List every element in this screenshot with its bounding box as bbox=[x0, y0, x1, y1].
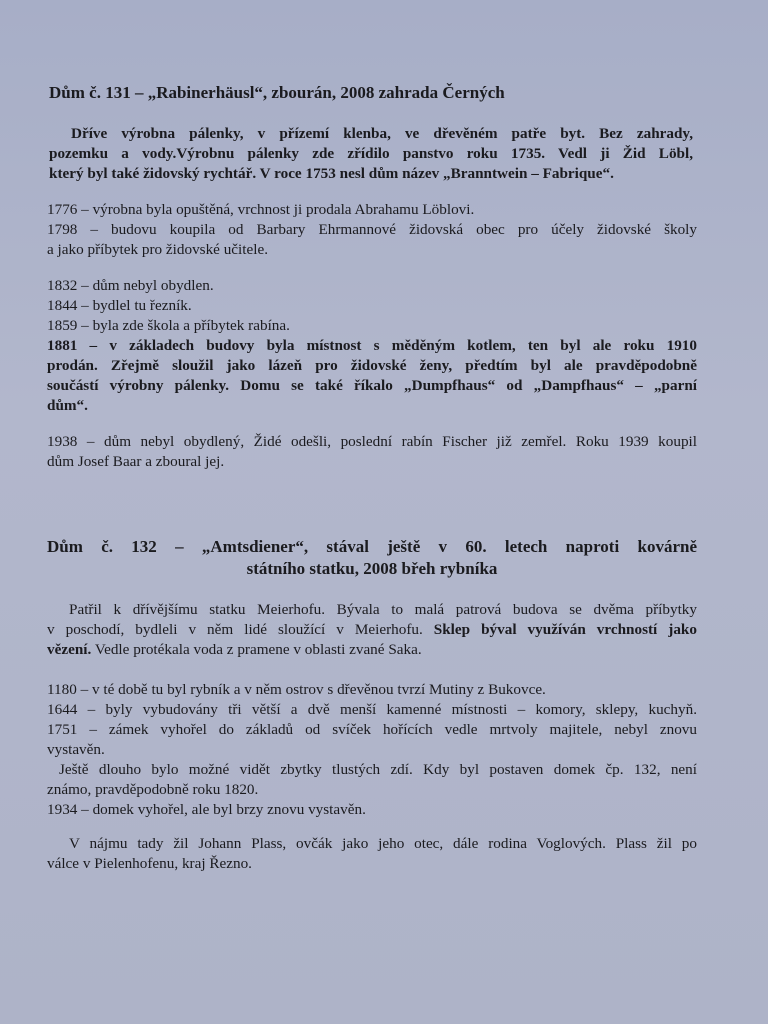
timeline-entry: 1776 – výrobna byla opuštěná, vrchnost ji prodala Abrahamu Löblovi. bbox=[47, 201, 475, 218]
section-131-timeline-a bbox=[47, 200, 697, 260]
timeline-entry: 1644 – byly vybudovány tři větší a dvě menší kamenné místnosti – komory, sklepy, kuchyň. bbox=[47, 701, 697, 718]
timeline-entry: 1859 – byla zde škola a příbytek rabína. bbox=[47, 317, 290, 334]
intro-line: Patřil k dřívějšímu statku Meierhofu. Bývala to malá patrová budova se dvěma příbytky bbox=[69, 601, 697, 618]
timeline-entry: vystavěn. bbox=[47, 741, 105, 758]
timeline-entry: známo, pravděpodobně roku 1820. bbox=[47, 781, 259, 798]
intro-text: Vedle protékala voda z pramene v oblasti zvané Saka. bbox=[94, 641, 422, 658]
intro-line: který byl také židovský rychtář. V roce 1753 nesl dům název „Branntwein – Fabrique“. bbox=[49, 165, 614, 182]
title-line: státního statku, 2008 břeh rybníka bbox=[246, 559, 498, 578]
section-131-intro bbox=[49, 124, 693, 184]
timeline-entry: 1938 – dům nebyl obydlený, Židé odešli, poslední rabín Fischer již zemřel. Roku 1939 koupil bbox=[47, 433, 697, 450]
intro-text-bold: vězení. bbox=[47, 641, 92, 658]
intro-line bbox=[47, 640, 697, 660]
timeline-entry: 1934 – domek vyhořel, ale byl brzy znovu vystavěn. bbox=[47, 801, 366, 818]
section-131-timeline-b bbox=[47, 276, 697, 416]
title-line: Dům č. 132 – „Amtsdiener“, stával ještě v 60. letech naproti kovárně bbox=[47, 537, 697, 556]
section-131-title: Dům č. 131 – „Rabinerhäusl“, zbourán, 2008 zahrada Černých bbox=[49, 83, 505, 102]
timeline-entry: dům Josef Baar a zboural jej. bbox=[47, 453, 225, 470]
timeline-entry: 1832 – dům nebyl obydlen. bbox=[47, 277, 214, 294]
timeline-entry: 1798 – budovu koupila od Barbary Ehrmannové židovská obec pro účely židovské školy bbox=[47, 221, 697, 238]
intro-text: v poschodí, bydleli v něm lidé sloužící v Meierhofu. bbox=[47, 621, 423, 638]
intro-line: Dříve výrobna pálenky, v přízemí klenba, ve dřevěném patře byt. Bez zahrady, bbox=[71, 125, 693, 142]
intro-line: pozemku a vody.Výrobnu pálenky zde zřídilo panstvo roku 1735. Vedl ji Žid Löbl, bbox=[49, 145, 693, 162]
section-132-closing bbox=[47, 834, 697, 874]
timeline-entry: 1844 – bydlel tu řezník. bbox=[47, 297, 192, 314]
section-132-timeline bbox=[47, 680, 697, 820]
timeline-entry-bold: prodán. Zřejmě sloužil jako lázeň pro židovské ženy, předtím byl ale pravděpodobně bbox=[47, 357, 697, 374]
timeline-entry: 1751 – zámek vyhořel do základů od svíček hořících vedle mrtvoly majitele, nebyl znovu bbox=[47, 721, 697, 738]
section-132-intro bbox=[47, 600, 697, 660]
timeline-entry: Ještě dlouho bylo možné vidět zbytky tlustých zdí. Kdy byl postaven domek čp. 132, není bbox=[59, 761, 697, 778]
timeline-entry-bold: součástí výrobny pálenky. Domu se také říkalo „Dumpfhaus“ od „Dampfhaus“ – „parní bbox=[47, 377, 697, 394]
timeline-entry: 1180 – v té době tu byl rybník a v něm ostrov s dřevěnou tvrzí Mutiny z Bukovce. bbox=[47, 681, 546, 698]
timeline-entry: a jako příbytek pro židovské učitele. bbox=[47, 241, 268, 258]
section-131-timeline-c bbox=[47, 432, 697, 472]
closing-line: V nájmu tady žil Johann Plass, ovčák jako jeho otec, dále rodina Voglových. Plass žil po bbox=[69, 835, 697, 852]
timeline-entry-bold: 1881 – v základech budovy byla místnost s měděným kotlem, ten byl ale roku 1910 bbox=[47, 337, 697, 354]
intro-text-bold: Sklep býval využíván vrchností jako bbox=[433, 621, 697, 638]
section-132-title bbox=[47, 536, 697, 580]
intro-line bbox=[47, 620, 697, 640]
timeline-entry-bold: dům“. bbox=[47, 397, 88, 414]
closing-line: válce v Pielenhofenu, kraj Řezno. bbox=[47, 855, 252, 872]
